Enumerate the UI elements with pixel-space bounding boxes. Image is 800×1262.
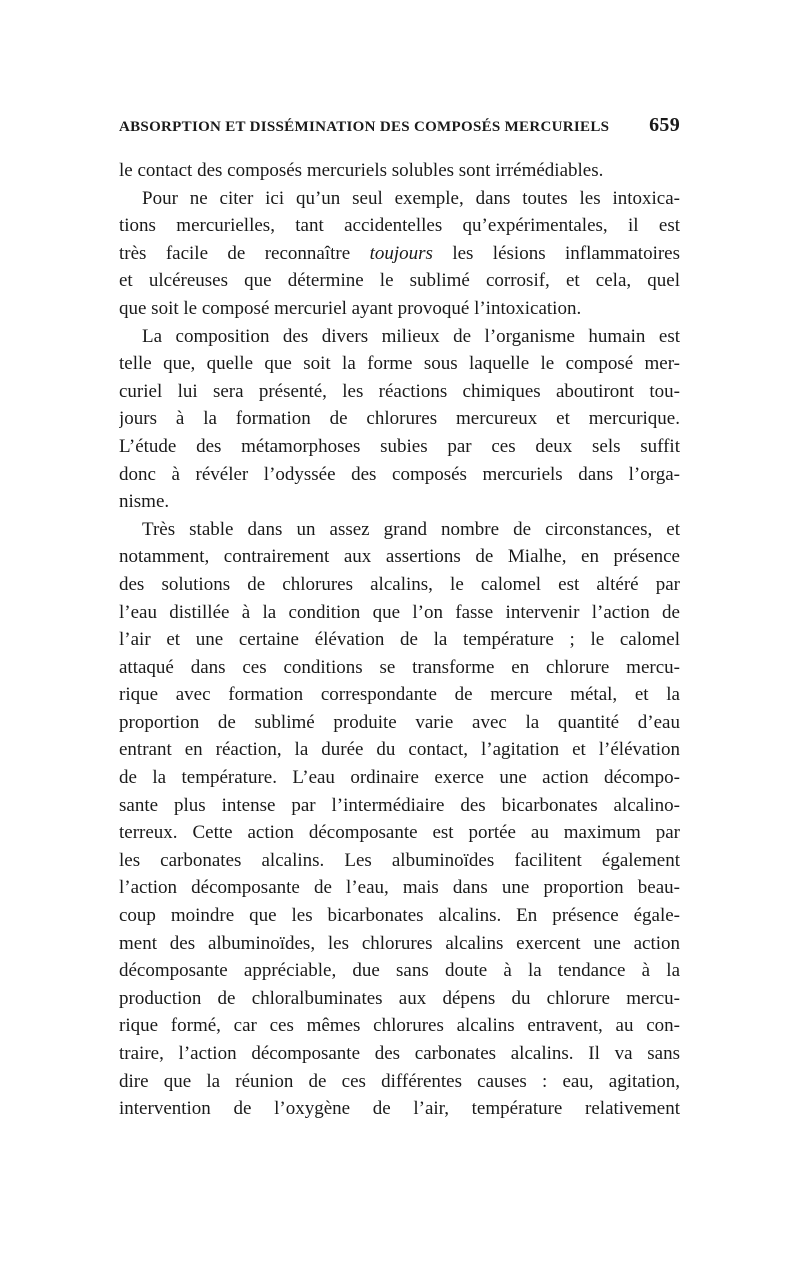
text-line: sante plus intense par l’intermédiaire des bicarbonates alcalino-	[119, 794, 680, 816]
text-line: l’eau distillée à la condition que l’on fasse intervenir l’action de	[119, 601, 680, 623]
text-line: jours à la formation de chlorures mercureux et mercurique.	[119, 408, 680, 430]
text-line: intervention de l’oxygène de l’air, température relativement	[119, 1098, 680, 1120]
text-line: Pour ne citer ici qu’un seul exemple, dans toutes les intoxica-	[142, 187, 680, 209]
text-line: tions mercurielles, tant accidentelles qu’expérimentales, il est	[119, 215, 680, 237]
text-line: les carbonates alcalins. Les albuminoïdes facilitent également	[119, 849, 680, 871]
text-line: et ulcéreuses que détermine le sublimé corrosif, et cela, quel	[119, 270, 680, 292]
text-line: donc à révéler l’odyssée des composés mercuriels dans l’orga-	[119, 463, 680, 485]
text-line: l’air et une certaine élévation de la température ; le calomel	[119, 629, 680, 651]
emphasis: toujours	[369, 242, 433, 264]
text-line: nisme.	[119, 491, 170, 513]
text-line: des solutions de chlorures alcalins, le calomel est altéré par	[119, 573, 680, 595]
text-line: coup moindre que les bicarbonates alcalins. En présence égale-	[119, 905, 680, 927]
text-line: dire que la réunion de ces différentes causes : eau, agitation,	[119, 1070, 680, 1092]
text-line: attaqué dans ces conditions se transforme en chlorure mercu-	[119, 656, 680, 678]
text-line: très facile de reconnaître toujours les lésions inflammatoires	[119, 242, 680, 264]
text-line: de la température. L’eau ordinaire exerce une action décompo-	[119, 767, 680, 789]
running-title: ABSORPTION ET DISSÉMINATION DES COMPOSÉS MERCURIELS	[119, 119, 610, 135]
text-line: entrant en réaction, la durée du contact, l’agitation et l’élévation	[119, 739, 680, 761]
body-text	[119, 157, 680, 1123]
text-line: Très stable dans un assez grand nombre de circonstances, et	[142, 518, 680, 540]
text-line: La composition des divers milieux de l’organisme humain est	[142, 325, 680, 347]
text-line: traire, l’action décomposante des carbonates alcalins. Il va sans	[119, 1043, 680, 1064]
text-line: terreux. Cette action décomposante est portée au maximum par	[119, 822, 680, 844]
text-line: le contact des composés mercuriels solubles sont irrémédiables.	[119, 160, 604, 181]
text-line: proportion de sublimé produite varie avec la quantité d’eau	[119, 711, 680, 733]
page-number: 659	[649, 114, 680, 136]
text-line: production de chloralbuminates aux dépens du chlorure mercu-	[119, 987, 680, 1009]
text-line: rique formé, car ces mêmes chlorures alcalins entravent, au con-	[119, 1015, 680, 1037]
running-head	[119, 114, 680, 138]
text-line: telle que, quelle que soit la forme sous laquelle le composé mer-	[119, 353, 680, 375]
text-line: curiel lui sera présenté, les réactions chimiques aboutiront tou-	[119, 380, 680, 402]
text-line: l’action décomposante de l’eau, mais dans une proportion beau-	[119, 877, 680, 899]
text-line: rique avec formation correspondante de mercure métal, et la	[119, 684, 680, 706]
text-line: notamment, contrairement aux assertions de Mialhe, en présence	[119, 546, 680, 568]
text-line: L’étude des métamorphoses subies par ces deux sels suffit	[119, 435, 680, 457]
text-line: que soit le composé mercuriel ayant provoqué l’intoxication.	[119, 297, 582, 319]
text-line: décomposante appréciable, due sans doute à la tendance à la	[119, 960, 680, 982]
text-line: ment des albuminoïdes, les chlorures alcalins exercent une action	[119, 932, 680, 954]
